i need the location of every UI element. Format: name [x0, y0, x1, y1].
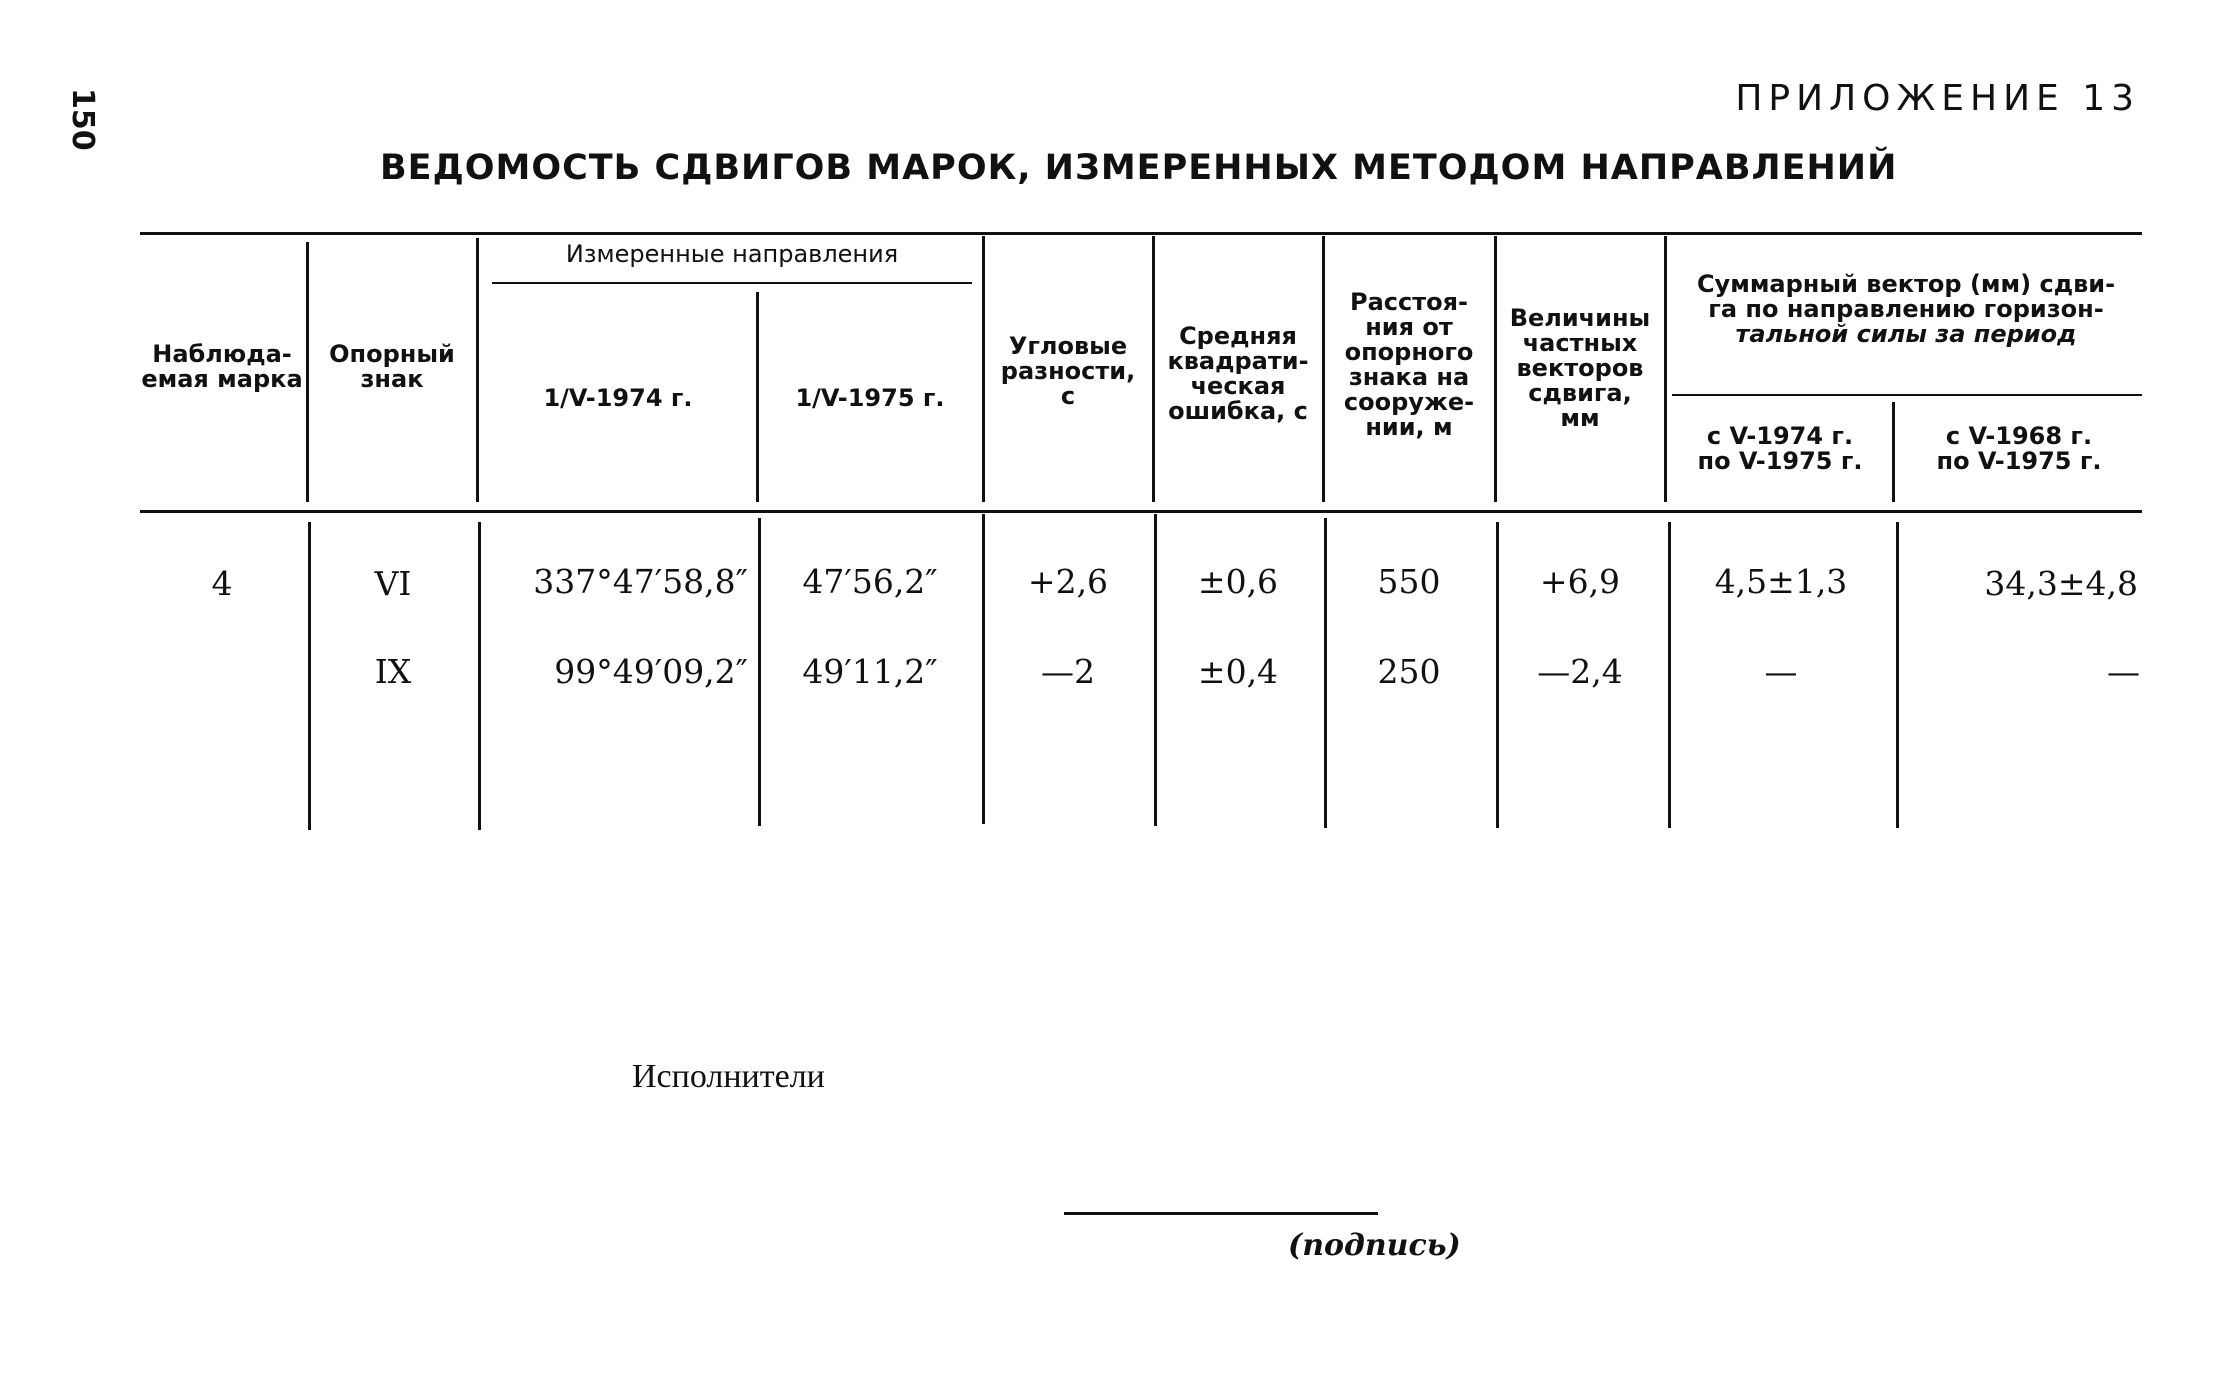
- cell-dir-1975: 49′11,2″: [802, 652, 938, 691]
- vline-h7: [1494, 236, 1497, 502]
- header-angular-diff: Угловые разности, с: [1000, 332, 1136, 410]
- cell-partial-vector: —2,4: [1537, 652, 1623, 691]
- executors-label: Исполнители: [632, 1058, 825, 1095]
- page-number: 150: [65, 88, 100, 151]
- cell-reference: VI: [374, 564, 412, 603]
- header-period-2: с V-1968 г. по V-1975 г.: [1936, 422, 2102, 475]
- measured-group-rule: [492, 282, 972, 284]
- header-mark: Наблюда- емая марка: [141, 340, 303, 393]
- vline-h4: [982, 236, 985, 502]
- cell-period-1: 4,5±1,3: [1714, 562, 1848, 601]
- vline-h8: [1664, 236, 1667, 502]
- header-period-1: с V-1974 г. по V-1975 г.: [1697, 422, 1863, 475]
- cell-angular-diff: +2,6: [1027, 562, 1109, 601]
- document-title: ВЕДОМОСТЬ СДВИГОВ МАРОК, ИЗМЕРЕННЫХ МЕТОДОМ НАПРАВЛЕНИЙ: [380, 148, 1898, 188]
- vline-b4: [982, 514, 985, 824]
- header-reference: Опорный знак: [329, 340, 455, 393]
- vline-b2: [478, 522, 481, 830]
- cell-period-1: —: [1764, 652, 1798, 691]
- appendix-label: ПРИЛОЖЕНИЕ 13: [1735, 78, 2140, 119]
- table-top-rule: [140, 232, 2142, 235]
- vline-h9: [1892, 402, 1895, 502]
- header-dir-1974: 1/V-1974 г.: [543, 384, 693, 412]
- vline-h5: [1152, 236, 1155, 502]
- vline-h2: [476, 238, 479, 502]
- vline-h6: [1322, 236, 1325, 502]
- cell-mark: 4: [211, 564, 233, 603]
- cell-period-2: —: [2107, 652, 2140, 691]
- cell-distance: 250: [1377, 652, 1441, 691]
- header-dir-1975: 1/V-1975 г.: [795, 384, 945, 412]
- vline-h1: [306, 242, 309, 502]
- signature-caption: (подпись): [1288, 1228, 1461, 1263]
- cell-rms-error: ±0,4: [1197, 652, 1279, 691]
- header-partial-vectors: Величины частных векторов сдвига, мм: [1509, 304, 1651, 432]
- header-distance: Расстоя- ния от опорного знака на сооруже- нии, м: [1343, 288, 1475, 441]
- cell-dir-1975: 47′56,2″: [802, 562, 938, 601]
- cell-reference: IX: [374, 652, 412, 691]
- header-measured-group: Измеренные направления: [565, 240, 899, 268]
- cell-distance: 550: [1377, 562, 1441, 601]
- cell-angular-diff: —2: [1041, 652, 1095, 691]
- total-group-rule: [1672, 394, 2142, 396]
- vline-h3: [756, 292, 759, 502]
- table-header-bottom-rule: [140, 510, 2142, 513]
- header-total-group: Суммарный вектор (мм) сдви- га по направлению горизон- тальной силы за период: [1696, 270, 2116, 348]
- cell-rms-error: ±0,6: [1197, 562, 1279, 601]
- header-rms-error: Средняя квадрати- ческая ошибка, с: [1167, 322, 1309, 425]
- signature-line: [1064, 1212, 1378, 1215]
- vline-b9: [1896, 522, 1899, 828]
- cell-dir-1974: 99°49′09,2″: [554, 652, 748, 691]
- cell-period-2: 34,3±4,8: [1984, 564, 2138, 603]
- cell-partial-vector: +6,9: [1539, 562, 1621, 601]
- cell-dir-1974: 337°47′58,8″: [533, 562, 748, 601]
